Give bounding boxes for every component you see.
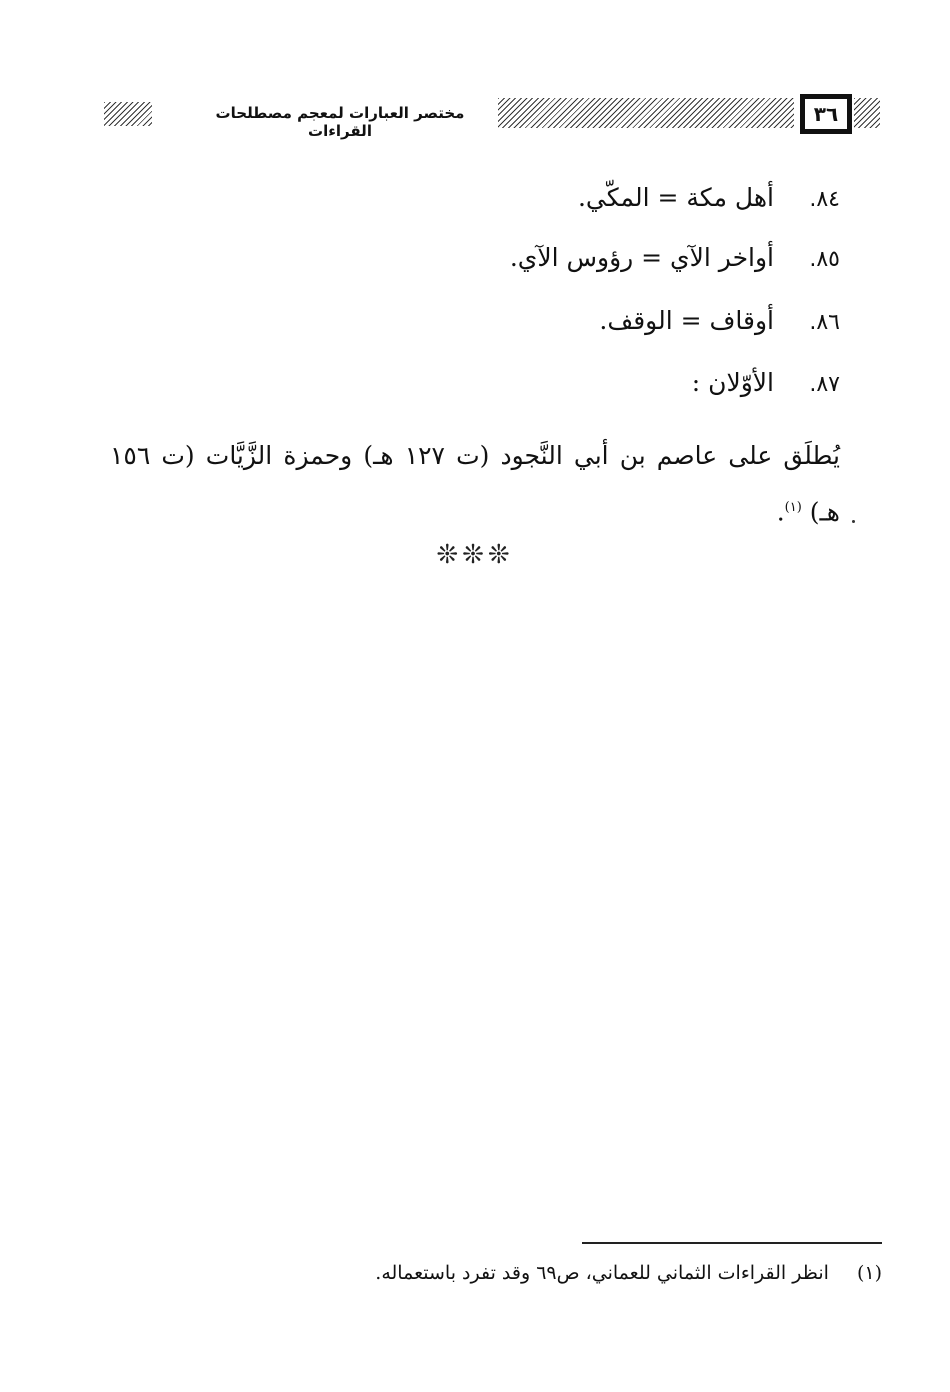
list-item [578,183,840,212]
header-ornament-right [854,98,880,128]
footnote-reference[interactable]: (١) [784,500,802,515]
list-item [692,368,840,397]
section-separator: ❊❊❊ [436,540,514,570]
item-text: أوقاف = الوقف. [599,306,774,335]
page-number-box [800,94,852,134]
page-number: ٣٦ [813,102,839,126]
paragraph-end: . [776,497,785,527]
item-text: أواخر الآي = رؤوس الآي. [509,243,774,272]
item-number: ٨٦. [809,310,840,335]
item-number: ٨٤. [809,187,840,212]
item-number: ٨٧. [809,372,840,397]
list-item [510,243,840,272]
stray-dot [852,520,855,523]
header-ornament-middle [498,98,794,128]
book-title: مختصر العبارات لمعجم مصطلحات القراءات [215,104,465,140]
header-ornament-left [104,102,152,126]
definition-paragraph [110,430,840,538]
item-text: أهل مكة = المكّي. [577,183,774,212]
list-item [599,306,840,335]
page-header [100,88,880,144]
item-text: الأوّلان : [691,368,774,397]
footnote-number: (١) [856,1262,882,1284]
paragraph-text: يُطلَق على عاصم بن أبي النَّجود (ت ١٢٧ هـ) وحمزة الزَّيَّات (ت ١٥٦ هـ) [110,441,841,527]
footnote-text: انظر القراءات الثماني للعماني، ص٦٩ وقد تفرد باستعماله. [375,1262,829,1284]
item-number: ٨٥. [809,247,840,272]
footnote [375,1262,882,1284]
footnote-rule [582,1242,882,1244]
